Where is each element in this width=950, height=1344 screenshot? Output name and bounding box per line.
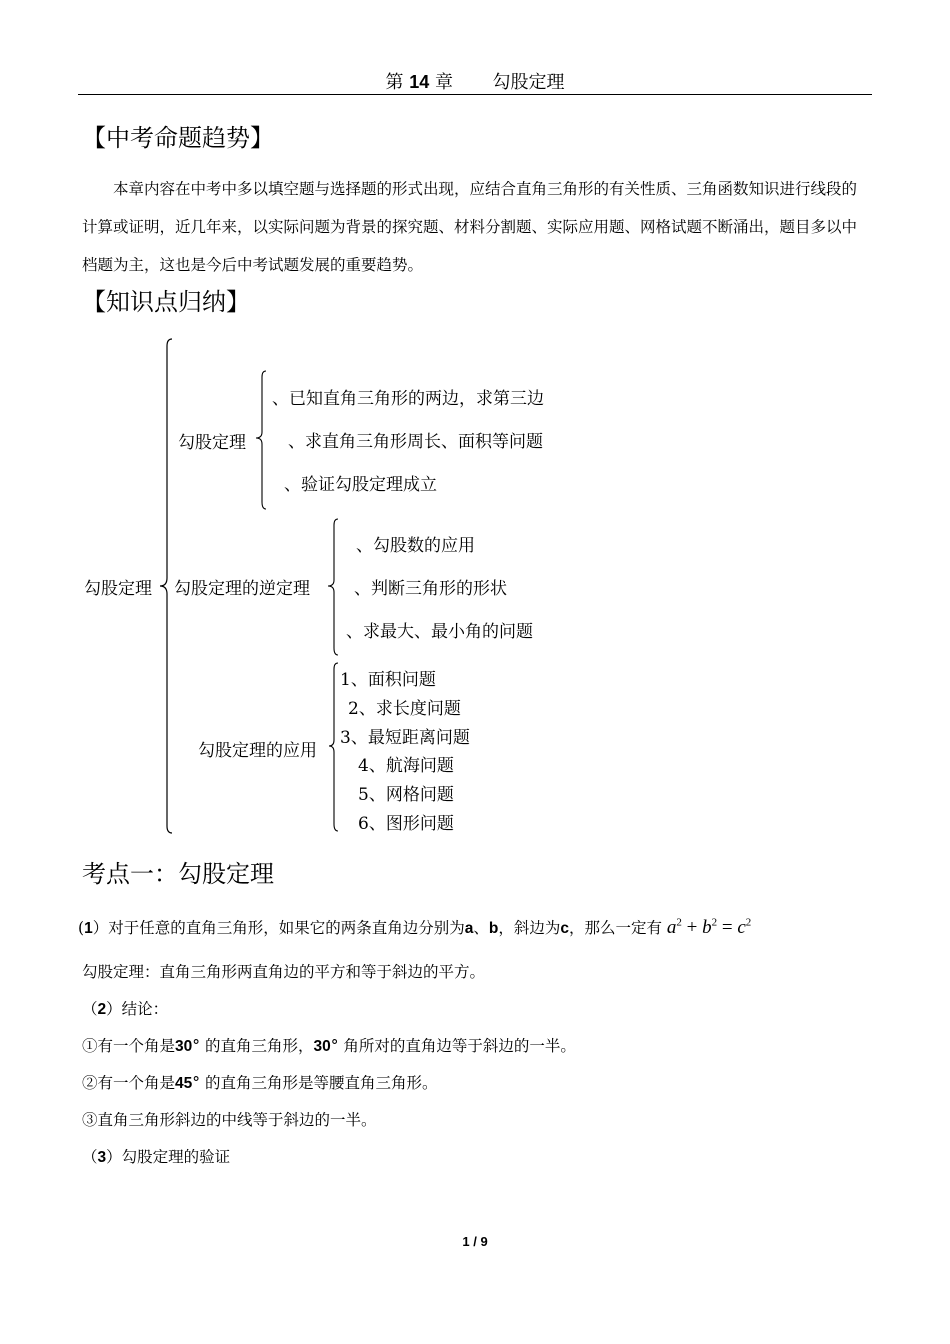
page-current: 1 (462, 1234, 470, 1249)
branch2-brace (324, 518, 342, 656)
branch1-item-2: 、求直角三角形周长、面积等问题 (288, 432, 543, 452)
tree-root-label: 勾股定理 (84, 579, 152, 599)
kaodian1-heading: 考点一：勾股定理 (82, 860, 274, 888)
theorem-text-pre: ）对于任意的直角三角形，如果它的两条直角边分别为 (92, 919, 465, 937)
branch1-label: 勾股定理 (178, 433, 246, 453)
branch3-item-1: 1、面积问题 (340, 670, 436, 690)
branch1-item-1: 、已知直角三角形的两边，求第三边 (272, 389, 544, 409)
conclusion-3: ③直角三角形斜边的中线等于斜边的一半。 (82, 1111, 377, 1129)
branch2-item-1: 、勾股数的应用 (356, 536, 475, 556)
theorem-text-mid: ，斜边为 (498, 919, 561, 937)
conclusion-1: ①有一个角是30° 的直角三角形，30° 角所对的直角边等于斜边的一半。 (82, 1037, 576, 1055)
theorem-text-post: ，那么一定有 (568, 919, 662, 937)
page-number (0, 1234, 950, 1249)
branch3-item-5: 5、网格问题 (358, 785, 454, 805)
chapter-number: 14 (409, 72, 430, 92)
item-number-2: 2 (97, 1001, 107, 1018)
header-rule (78, 94, 872, 95)
branch2-item-2: 、判断三角形的形状 (354, 579, 507, 599)
page-header (0, 68, 950, 94)
var-a: a (464, 920, 474, 937)
theorem-definition: 勾股定理：直角三角形两直角边的平方和等于斜边的平方。 (82, 963, 486, 981)
sep-dun: 、 (473, 919, 489, 937)
conclusion-label: ）结论： (106, 1000, 169, 1018)
branch3-item-6: 6、图形问题 (358, 814, 454, 834)
verification-title: （3）勾股定理的验证 (82, 1148, 231, 1166)
page-sep: / (473, 1234, 477, 1249)
var-b: b (488, 920, 499, 937)
item-number-3: 3 (97, 1149, 107, 1166)
section-heading-trend: 【中考命题趋势】 (82, 124, 274, 152)
branch3-item-2: 2、求长度问题 (348, 699, 461, 719)
branch1-item-3: 、验证勾股定理成立 (284, 475, 437, 495)
branch2-item-3: 、求最大、最小角的问题 (346, 622, 533, 642)
chapter-suffix: 章 (435, 72, 454, 93)
trend-paragraph (82, 170, 872, 284)
item-number-1: 1 (84, 920, 93, 937)
chapter-prefix: 第 (385, 72, 404, 93)
branch3-label: 勾股定理的应用 (198, 741, 317, 761)
verification-label: ）勾股定理的验证 (106, 1148, 231, 1166)
pythagorean-formula: $a^2 + b^2 = c^2$ (666, 916, 752, 938)
branch3-item-4: 4、航海问题 (358, 756, 454, 776)
branch2-label: 勾股定理的逆定理 (174, 579, 310, 599)
section-heading-knowledge: 【知识点归纳】 (82, 288, 250, 316)
page-total: 9 (480, 1234, 488, 1249)
conclusion-title: （2）结论： (82, 1000, 169, 1018)
branch3-item-3: 3、最短距离问题 (340, 728, 470, 748)
trend-text: 本章内容在中考中多以填空题与选择题的形式出现，应结合直角三角形的有关性质、三角函数知识进行线段的计算或证明，近几年来，以实际问题为背景的探究题、材料分割题、实际应用题、网格试题不断涌出，题目多以中档题为主，这也是今后中考试题发展的重要趋势。 (82, 180, 858, 274)
chapter-title: 勾股定理 (492, 72, 565, 93)
tree-root-brace (156, 338, 176, 834)
branch1-brace (252, 370, 270, 510)
var-c: c (560, 920, 569, 937)
conclusion-2: ②有一个角是45° 的直角三角形是等腰直角三角形。 (82, 1074, 438, 1092)
theorem-statement: (1）对于任意的直角三角形，如果它的两条直角边分别为a、b，斜边为c，那么一定有 $a^2 + b^2 = c^2$ (78, 916, 752, 938)
